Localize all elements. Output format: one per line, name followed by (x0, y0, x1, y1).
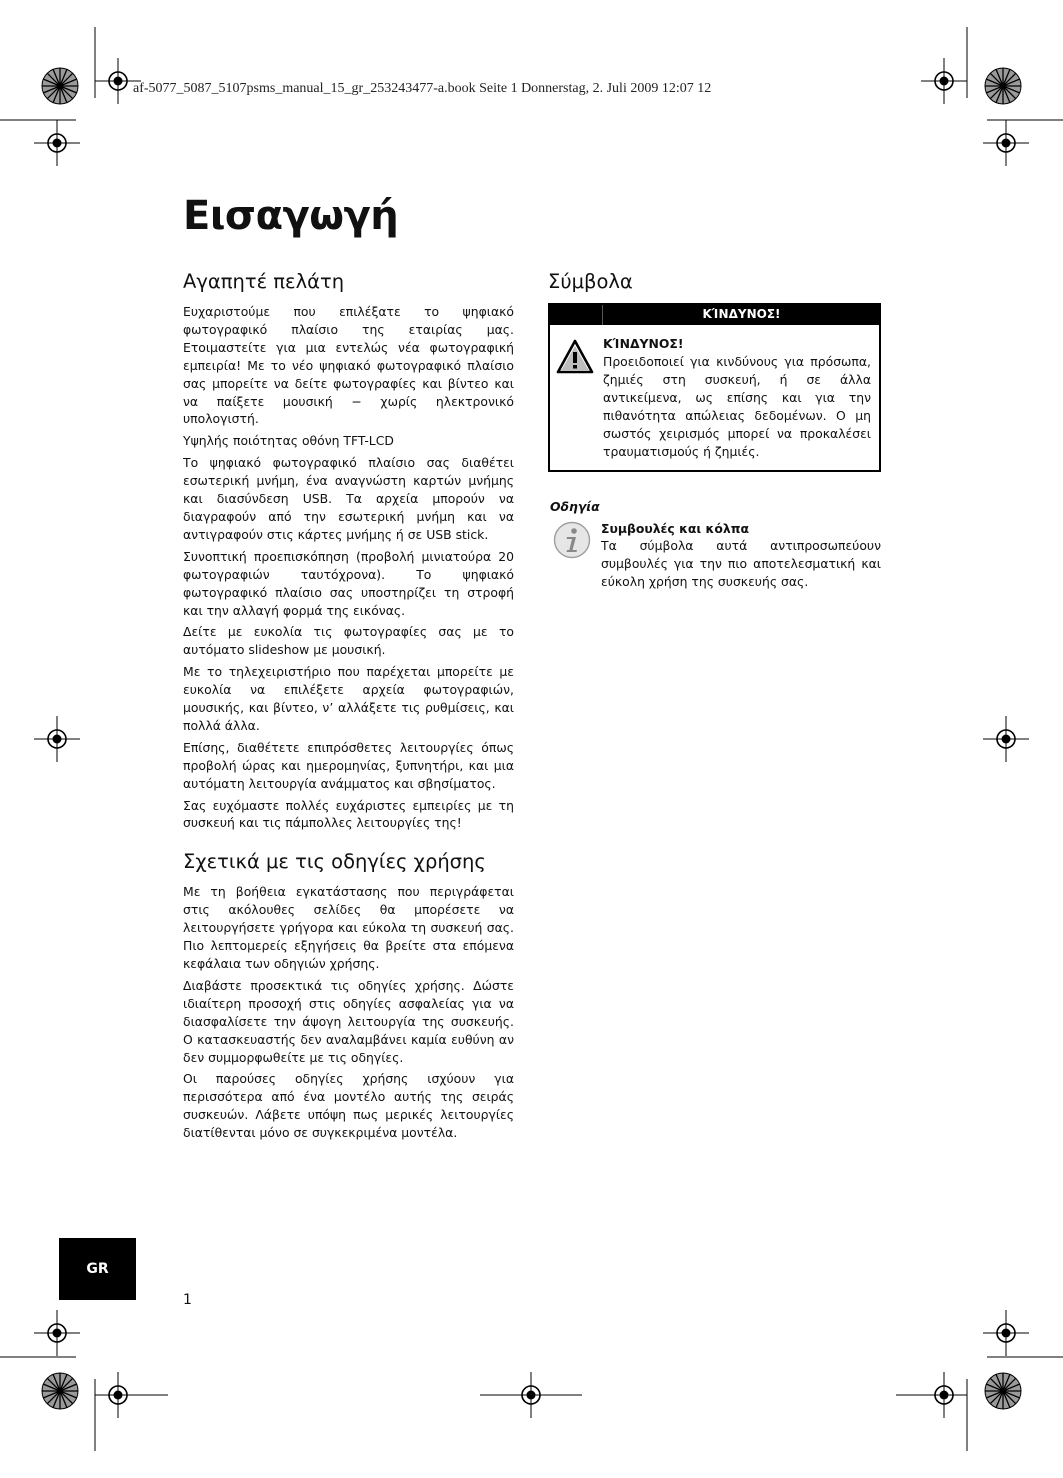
paragraph: Συνοπτική προεπισκόπηση (προβολή μινιατούρα 20 φωτογραφιών ταυτόχρονα). Το ψηφιακό φωτογραφικό πλαίσιο σας υποστηρίζει τη στροφή και την αλλαγή φορμά της εικόνας. (183, 548, 514, 618)
info-icon (553, 521, 591, 559)
print-header-line: af-5077_5087_5107psms_manual_15_gr_253243477-a.book Seite 1 Donnerstag, 2. Juli 2009 12:07 12 (133, 81, 712, 96)
registration-star-bottom-right (985, 1373, 1021, 1409)
registration-star-top-right (985, 68, 1021, 104)
danger-box-body (550, 325, 879, 470)
paragraph: Το ψηφιακό φωτογραφικό πλαίσιο σας διαθέτει εσωτερική μνήμη, ένα αναγνώστη καρτών μνήμης και διασύνδεση USB. Τα αρχεία μπορούν να διαγραφούν από την εσωτερική μνήμη και να αντιγραφούν στις κάρτες μνήμης ή σε USB stick. (183, 455, 514, 542)
danger-box-header-label: ΚΊΝΔΥΝΟΣ! (702, 307, 781, 321)
danger-title: ΚΊΝΔΥΝΟΣ! (603, 336, 684, 351)
language-tab: GR (59, 1238, 136, 1300)
tips-note (548, 520, 881, 591)
section-heading-about-manual: Σχετικά με τις οδηγίες χρήσης (183, 850, 486, 874)
danger-text: Προειδοποιεί για κινδύνους για πρόσωπα, ζημιές στη συσκευή, ή σε άλλα αντικείμενα, ως επίσης και για την πιθανότητα απώλειας δεδομένων. Ο μη σωστός χειρισμός μπορεί να προκαλέσει τραυματισμούς ή ζημιές. (603, 354, 871, 459)
right-column (548, 270, 881, 595)
danger-box-header (550, 305, 879, 325)
paragraph: Οι παρούσες οδηγίες χρήσης ισχύουν για περισσότερα από ένα μοντέλο αυτής της σειράς συσκευών. Λάβετε υπόψη πως μερικές λειτουργίες διατίθενται μόνο σε συγκεκριμένα μοντέλα. (183, 1071, 514, 1141)
registration-star-bottom-left (42, 1373, 78, 1409)
left-column (183, 270, 514, 1146)
paragraph: Διαβάστε προσεκτικά τις οδηγίες χρήσης. Δώστε ιδιαίτερη προσοχή στις οδηγίες ασφαλείας για να διασφαλίσετε την άψογη λειτουργία της συσκευής. Ο κατασκευαστής δεν αναλαμβάνει καμία ευθύνη αν δεν συμμορφωθείτε με τις οδηγίες. (183, 977, 514, 1065)
paragraph: Με το τηλεχειριστήριο που παρέχεται μπορείτε με ευκολία να επιλέξετε αρχεία φωτογραφιών, μουσικής, και βίντεο, ν’ αλλάξετε τις ρυθμίσεις, και πολλά άλλα. (183, 664, 514, 733)
danger-box (548, 303, 881, 472)
warning-triangle-icon (556, 339, 594, 375)
section-heading-dear-customer: Αγαπητέ πελάτη (183, 270, 345, 293)
paragraph: Δείτε με ευκολία τις φωτογραφίες σας με το αυτόματο slideshow με μουσική. (183, 624, 514, 658)
paragraph: Ευχαριστούμε που επιλέξατε το ψηφιακό φωτογραφικό πλαίσιο της εταιρίας μας. Ετοιμαστείτε για μια εντελώς νέα φωτογραφική εμπειρία! Με το νέο ψηφιακό φωτογραφικό πλαίσιο σας μπορείτε να δείτε φωτογραφίες και βίντεο και να παίξετε μουσική − χωρίς ηλεκτρονικό υπολογιστή. (183, 304, 514, 427)
note-caption: Οδηγία (550, 499, 600, 515)
page-title: Εισαγωγή (183, 193, 399, 239)
section-heading-symbols: Σύμβολα (548, 270, 633, 293)
paragraph: Σας ευχόμαστε πολλές ευχάριστες εμπειρίες με τη συσκευή και τις πάμπολλες λειτουργίες της! (183, 797, 514, 831)
note-title: Συμβουλές και κόλπα (601, 521, 750, 537)
paragraph: Με τη βοήθεια εγκατάστασης που περιγράφεται στις ακόλουθες σελίδες θα μπορέσετε να λειτουργήσετε γρήγορα και εύκολα τη συσκευή σας. Πιο λεπτομερείς εξηγήσεις θα βρείτε στα επόμενα κεφάλαια των οδηγιών χρήσης. (183, 884, 514, 971)
paragraph: Επίσης, διαθέτετε επιπρόσθετες λειτουργίες όπως προβολή ώρας και ημερομηνίας, ξυπνητήρι, και μια αυτόματη λειτουργία ανάμματος και σβησίματος. (183, 739, 514, 791)
paragraph: Υψηλής ποιότητας οθόνη TFT-LCD (183, 433, 394, 449)
note-text: Τα σύμβολα αυτά αντιπροσωπεύουν συμβουλές για την πιο αποτελεσματική και εύκολη χρήση της συσκευής σας. (601, 538, 881, 590)
registration-star-top-left (42, 68, 78, 104)
page-number: 1 (183, 1292, 192, 1308)
